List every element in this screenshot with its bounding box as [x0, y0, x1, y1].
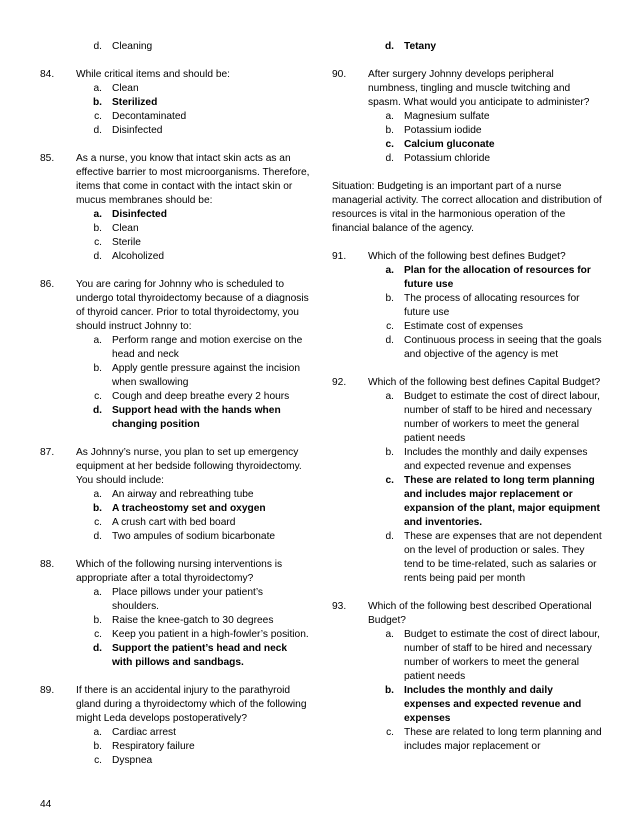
- answer-option: [368, 124, 602, 138]
- option-letter: b.: [385, 447, 394, 458]
- option-letter: a.: [93, 209, 102, 220]
- option-text: Dyspnea: [112, 755, 153, 766]
- question-stem: You are caring for Johnny who is scheduled to undergo total thyroidectomy because of a diagnosis of thyroid cancer. Prior to total thyroidectomy, you should instruct Johnny to:: [76, 279, 309, 332]
- option-letter: a.: [93, 727, 102, 738]
- option-text: An airway and rebreathing tube: [112, 489, 254, 500]
- answer-option: [368, 320, 602, 334]
- option-letter: c.: [386, 321, 394, 332]
- answer-option: [368, 152, 602, 166]
- option-letter: d.: [385, 531, 394, 542]
- option-text: Perform range and motion exercise on the head and neck: [112, 335, 303, 360]
- answer-option: [368, 390, 602, 446]
- question-number: 88.: [40, 559, 55, 570]
- answer-option: [76, 362, 310, 390]
- page-number: 44: [40, 799, 52, 810]
- question-body: [368, 250, 602, 362]
- answer-option-correct: [76, 642, 310, 670]
- answer-option: [76, 82, 310, 96]
- situation-paragraph: Situation: Budgeting is an important part of a nurse managerial activity. The correct allocation and distribution of resources is vital in the harmonious operation of the financial balance of the agency.: [332, 181, 602, 234]
- option-letter: b.: [384, 685, 394, 696]
- question-number: 92.: [332, 377, 347, 388]
- option-letter: c.: [386, 727, 394, 738]
- answer-option: [76, 236, 310, 250]
- option-letter: b.: [93, 363, 102, 374]
- option-letter: b.: [93, 741, 102, 752]
- option-text: These are related to long term planning and includes major replacement or expansion of the plant, major equipment and inventories.: [404, 475, 600, 528]
- option-text: A tracheostomy set and oxygen: [112, 503, 266, 514]
- option-text: Cardiac arrest: [112, 727, 176, 738]
- option-letter: b.: [93, 223, 102, 234]
- option-text: Disinfected: [112, 209, 167, 220]
- option-letter: c.: [94, 629, 102, 640]
- answer-option: [76, 110, 310, 124]
- answer-option-correct: [368, 138, 602, 152]
- option-letter: c.: [385, 475, 394, 486]
- option-letter: d.: [93, 125, 102, 136]
- question-stem: After surgery Johnny develops peripheral numbness, tingling and muscle twitching and spasm. What would you anticipate to administer?: [368, 69, 590, 108]
- option-letter: d.: [385, 153, 394, 164]
- option-text: The process of allocating resources for future use: [404, 293, 580, 318]
- question-item: [332, 68, 602, 166]
- question-stem: While critical items and should be:: [76, 69, 231, 80]
- answer-option: [368, 628, 602, 684]
- option-text: Plan for the allocation of resources for future use: [404, 265, 591, 290]
- option-text: Clean: [112, 223, 139, 234]
- right-column: [332, 40, 602, 768]
- option-text: Disinfected: [112, 125, 163, 136]
- answer-option-correct: [368, 684, 602, 726]
- option-text: Calcium gluconate: [404, 139, 495, 150]
- question-stem: Which of the following nursing interventions is appropriate after a total thyroidectomy?: [76, 559, 283, 584]
- answer-option: [40, 40, 310, 54]
- option-letter: a.: [385, 265, 394, 276]
- question-number: 85.: [40, 153, 55, 164]
- option-text: Sterile: [112, 237, 141, 248]
- answer-option: [76, 586, 310, 614]
- option-text: Potassium iodide: [404, 125, 482, 136]
- answer-option: [76, 222, 310, 236]
- question-item: [40, 68, 310, 138]
- option-text: Budget to estimate the cost of direct labour, number of staff to be hired and necessary number of workers to meet the general patient needs: [404, 629, 600, 682]
- option-letter: c.: [385, 139, 394, 150]
- option-letter: c.: [94, 391, 102, 402]
- option-text: A crush cart with bed board: [112, 517, 236, 528]
- answer-option: [368, 726, 602, 754]
- option-text: Includes the monthly and daily expenses and expected revenue and expenses: [404, 685, 582, 724]
- answer-option: [368, 530, 602, 586]
- option-text: Two ampules of sodium bicarbonate: [112, 531, 276, 542]
- question-body: [76, 68, 310, 138]
- option-letter: c.: [94, 517, 102, 528]
- left-column: [40, 40, 310, 782]
- option-letter: d.: [93, 531, 102, 542]
- option-text: Estimate cost of expenses: [404, 321, 523, 332]
- question-number: 87.: [40, 447, 55, 458]
- answer-option-correct: [368, 264, 602, 292]
- answer-option: [76, 250, 310, 264]
- answer-option: [368, 110, 602, 124]
- question-number: 93.: [332, 601, 347, 612]
- answer-option: [368, 292, 602, 320]
- question-item: [332, 376, 602, 586]
- question-number: 89.: [40, 685, 55, 696]
- option-text: Tetany: [404, 41, 437, 52]
- question-body: [368, 68, 602, 166]
- option-letter: b.: [92, 503, 102, 514]
- answer-option: [76, 488, 310, 502]
- option-letter: d.: [92, 643, 102, 654]
- question-stem: Which of the following best defines Capital Budget?: [368, 377, 601, 388]
- option-letter: a.: [385, 629, 394, 640]
- question-body: [76, 446, 310, 544]
- question-item: [40, 278, 310, 432]
- answer-option: [76, 740, 310, 754]
- option-letter: a.: [385, 391, 394, 402]
- answer-option-correct: [76, 404, 310, 432]
- question-body: [76, 152, 310, 264]
- question-item: [40, 558, 310, 670]
- answer-option-correct: [332, 40, 602, 54]
- carryover-options: [40, 40, 310, 54]
- question-90: [332, 68, 602, 166]
- carryover-options: [332, 40, 602, 54]
- answer-option: [76, 334, 310, 362]
- option-text: Alcoholized: [112, 251, 165, 262]
- option-letter: d.: [93, 41, 102, 52]
- option-text: Includes the monthly and daily expenses and expected revenue and expenses: [404, 447, 588, 472]
- answer-option: [368, 446, 602, 474]
- answer-option: [368, 334, 602, 362]
- question-item: [40, 684, 310, 768]
- option-letter: a.: [385, 111, 394, 122]
- option-letter: c.: [94, 755, 102, 766]
- question-number: 91.: [332, 251, 347, 262]
- question-item: [40, 446, 310, 544]
- option-letter: d.: [92, 405, 102, 416]
- question-number: 84.: [40, 69, 55, 80]
- option-text: Clean: [112, 83, 139, 94]
- option-letter: c.: [94, 237, 102, 248]
- option-letter: a.: [93, 489, 102, 500]
- answer-option: [76, 614, 310, 628]
- question-body: [76, 558, 310, 670]
- answer-option: [76, 754, 310, 768]
- option-letter: d.: [93, 251, 102, 262]
- option-letter: a.: [93, 587, 102, 598]
- answer-option-correct: [76, 208, 310, 222]
- option-letter: d.: [385, 335, 394, 346]
- option-letter: d.: [384, 41, 394, 52]
- question-body: [76, 684, 310, 768]
- question-item: [332, 600, 602, 754]
- option-text: These are expenses that are not dependent on the level of production or sales. They tend to be time-related, such as salaries or rents being paid per month: [404, 531, 602, 584]
- option-text: Sterilized: [112, 97, 158, 108]
- question-list: [40, 68, 310, 768]
- option-text: Raise the knee-gatch to 30 degrees: [112, 615, 274, 626]
- question-stem: As a nurse, you know that intact skin acts as an effective barrier to most microorganisms. Therefore, items that come in contact with the intact skin or mucus membranes should be:: [76, 153, 310, 206]
- question-item: [40, 152, 310, 264]
- question-stem: Which of the following best described Operational Budget?: [368, 601, 592, 626]
- answer-option-correct: [76, 96, 310, 110]
- option-text: Keep you patient in a high-fowler’s position.: [112, 629, 309, 640]
- answer-option: [76, 726, 310, 740]
- question-body: [368, 376, 602, 586]
- question-item: [332, 250, 602, 362]
- question-stem: If there is an accidental injury to the parathyroid gland during a thyroidectomy which of the following might Leda develops postoperatively?: [76, 685, 307, 724]
- option-text: Budget to estimate the cost of direct labour, number of staff to be hired and necessary number of workers to meet the general patient needs: [404, 391, 600, 444]
- option-letter: a.: [93, 83, 102, 94]
- answer-option-correct: [76, 502, 310, 516]
- question-number: 86.: [40, 279, 55, 290]
- answer-option: [76, 530, 310, 544]
- answer-option: [76, 628, 310, 642]
- option-text: Place pillows under your patient’s shoulders.: [112, 587, 264, 612]
- option-text: Apply gentle pressure against the incision when swallowing: [112, 363, 301, 388]
- question-body: [76, 278, 310, 432]
- question-stem: As Johnny’s nurse, you plan to set up emergency equipment at her bedside following thyroidectomy. You should include:: [76, 447, 302, 486]
- question-stem: Which of the following best defines Budget?: [368, 251, 566, 262]
- option-letter: b.: [385, 125, 394, 136]
- answer-option: [76, 516, 310, 530]
- option-letter: a.: [93, 335, 102, 346]
- option-letter: b.: [93, 615, 102, 626]
- option-text: Support head with the hands when changing position: [112, 405, 281, 430]
- option-text: Magnesium sulfate: [404, 111, 490, 122]
- option-text: Continuous process in seeing that the goals and objective of the agency is met: [404, 335, 602, 360]
- option-text: Respiratory failure: [112, 741, 195, 752]
- question-body: [368, 600, 602, 754]
- question-number: 90.: [332, 69, 347, 80]
- option-text: Cough and deep breathe every 2 hours: [112, 391, 290, 402]
- option-letter: c.: [94, 111, 102, 122]
- option-text: Potassium chloride: [404, 153, 491, 164]
- option-letter: b.: [385, 293, 394, 304]
- question-list: [332, 250, 602, 754]
- option-text: Support the patient’s head and neck with pillows and sandbags.: [112, 643, 288, 668]
- option-text: These are related to long term planning and includes major replacement or: [404, 727, 602, 752]
- answer-option: [76, 124, 310, 138]
- answer-option-correct: [368, 474, 602, 530]
- option-letter: b.: [92, 97, 102, 108]
- answer-option: [76, 390, 310, 404]
- option-text: Cleaning: [112, 41, 153, 52]
- option-text: Decontaminated: [112, 111, 187, 122]
